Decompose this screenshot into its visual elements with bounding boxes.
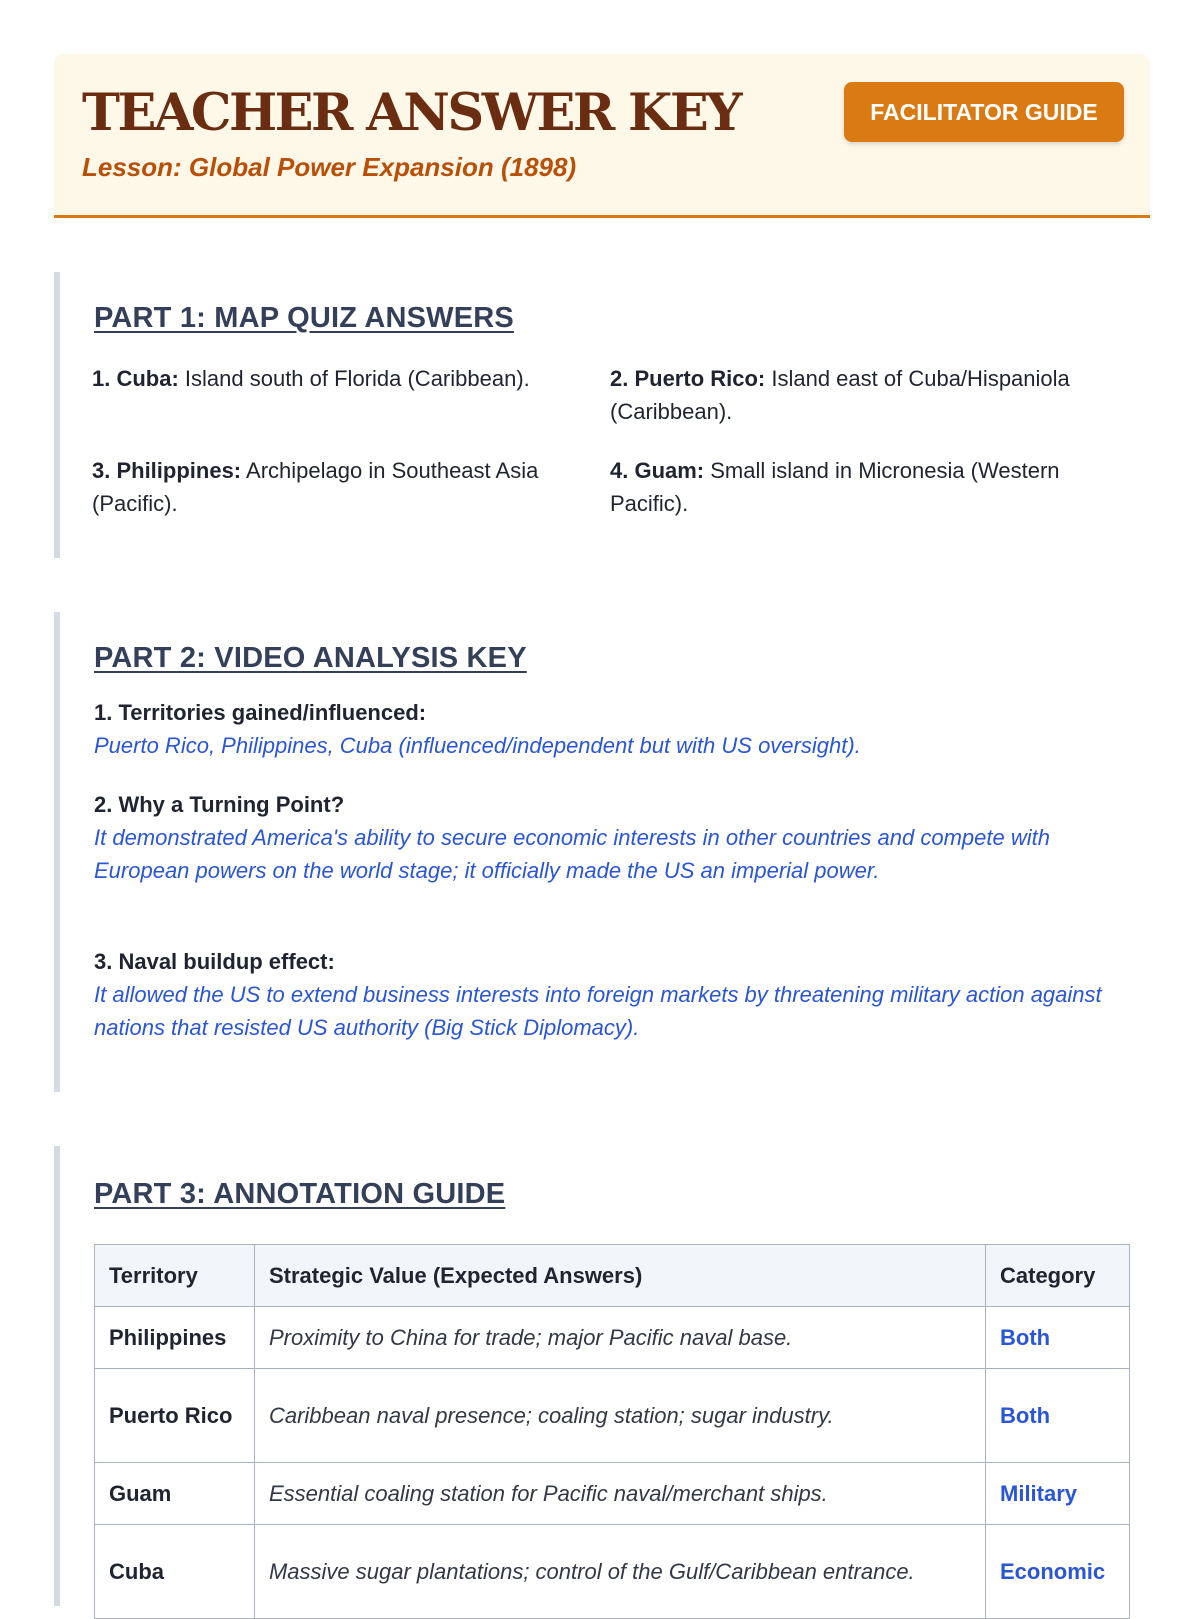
category-cell: Economic — [986, 1525, 1130, 1619]
question-answer: It demonstrated America's ability to secure economic interests in other countries and compete with European powers on the world stage; it officially made the US an imperial power. — [94, 825, 1050, 883]
territory-cell: Guam — [95, 1463, 255, 1525]
strategic-value-cell: Proximity to China for trade; major Pacific naval base. — [254, 1307, 985, 1369]
quiz-label: 2. Puerto Rico: — [610, 366, 766, 391]
column-header-strategic-value: Strategic Value (Expected Answers) — [254, 1245, 985, 1307]
quiz-label: 3. Philippines: — [92, 458, 242, 483]
quiz-text: Island east of Cuba/Hispaniola (Caribbean). — [610, 366, 1070, 424]
column-header-category: Category — [986, 1245, 1130, 1307]
annotation-table — [94, 1244, 1130, 1619]
part1-section — [54, 272, 1150, 558]
quiz-label: 1. Cuba: — [92, 366, 179, 391]
part1-title: PART 1: MAP QUIZ ANSWERS — [94, 302, 514, 334]
header-banner — [54, 54, 1150, 218]
strategic-value-cell: Caribbean naval presence; coaling station; sugar industry. — [254, 1369, 985, 1463]
video-question-3 — [94, 945, 1134, 1044]
question-label: 3. Naval buildup effect: — [94, 949, 335, 974]
video-question-1 — [94, 696, 1134, 762]
category-cell: Military — [986, 1463, 1130, 1525]
category-cell: Both — [986, 1307, 1130, 1369]
table-row — [95, 1307, 1130, 1369]
strategic-value-cell: Massive sugar plantations; control of the Gulf/Caribbean entrance. — [254, 1525, 985, 1619]
facilitator-guide-badge: FACILITATOR GUIDE — [844, 82, 1124, 142]
question-answer: It allowed the US to extend business interests into foreign markets by threatening military action against nations that resisted US authority (Big Stick Diplomacy). — [94, 982, 1102, 1040]
quiz-text: Island south of Florida (Caribbean). — [178, 366, 530, 391]
part2-section — [54, 612, 1150, 1092]
category-cell: Both — [986, 1369, 1130, 1463]
territory-cell: Philippines — [95, 1307, 255, 1369]
part3-title: PART 3: ANNOTATION GUIDE — [94, 1178, 506, 1210]
question-label: 1. Territories gained/influenced: — [94, 700, 427, 725]
quiz-answer-cuba — [92, 362, 592, 395]
table-header-row — [95, 1245, 1130, 1307]
strategic-value-cell: Essential coaling station for Pacific naval/merchant ships. — [254, 1463, 985, 1525]
page-title: TEACHER ANSWER KEY — [82, 83, 741, 143]
part3-section — [54, 1146, 1150, 1606]
quiz-answer-philippines — [92, 454, 592, 520]
table-row — [95, 1369, 1130, 1463]
question-answer: Puerto Rico, Philippines, Cuba (influenced/independent but with US oversight). — [94, 733, 861, 758]
quiz-answer-puerto-rico — [610, 362, 1110, 428]
part2-title: PART 2: VIDEO ANALYSIS KEY — [94, 642, 527, 674]
quiz-answer-guam — [610, 454, 1120, 520]
table-row — [95, 1463, 1130, 1525]
quiz-text: Small island in Micronesia (Western Pacific). — [610, 458, 1060, 516]
video-question-2 — [94, 788, 1134, 887]
column-header-territory: Territory — [95, 1245, 255, 1307]
question-label: 2. Why a Turning Point? — [94, 792, 345, 817]
lesson-subtitle: Lesson: Global Power Expansion (1898) — [82, 152, 577, 182]
quiz-text: Archipelago in Southeast Asia (Pacific). — [92, 458, 539, 516]
territory-cell: Puerto Rico — [95, 1369, 255, 1463]
quiz-label: 4. Guam: — [610, 458, 705, 483]
table-row — [95, 1525, 1130, 1619]
territory-cell: Cuba — [95, 1525, 255, 1619]
